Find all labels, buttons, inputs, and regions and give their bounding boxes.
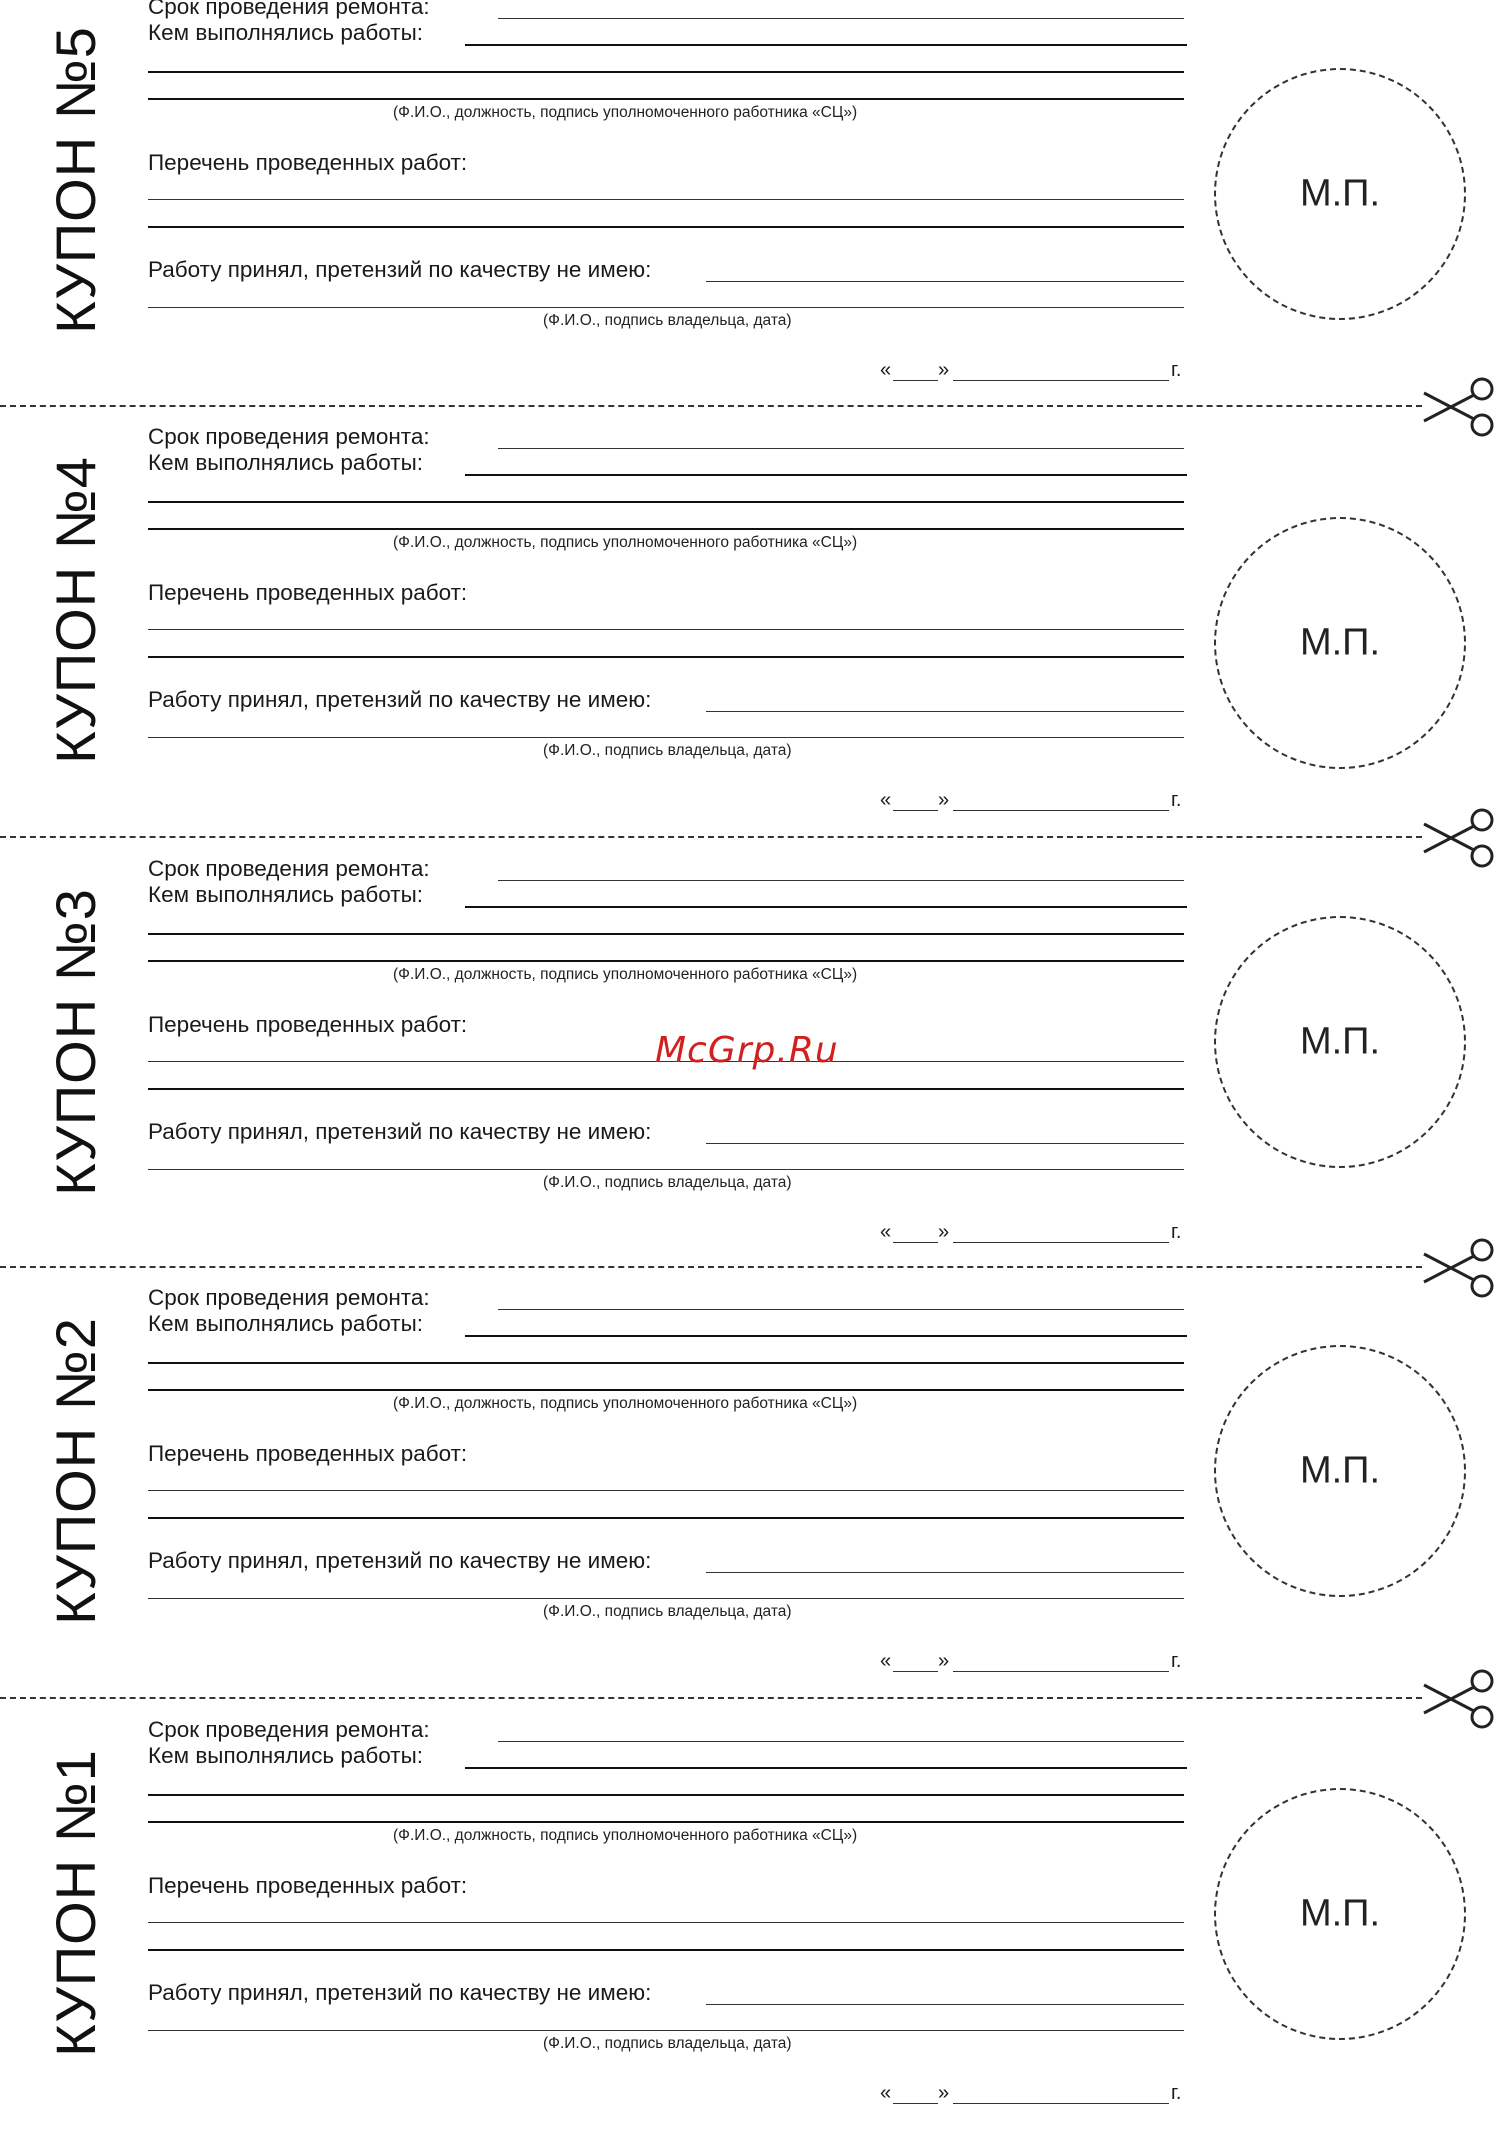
scissors-icon: [1418, 1667, 1498, 1731]
owner-signature-caption: (Ф.И.О., подпись владельца, дата): [543, 742, 792, 759]
date-year-suffix: г.: [1171, 1650, 1182, 1672]
worker-signature-caption: (Ф.И.О., должность, подпись уполномоченного работника «СЦ»): [393, 966, 858, 983]
coupon-title-area: [40, 1291, 112, 1651]
cut-line: [0, 1697, 1422, 1699]
cut-line: [0, 836, 1422, 838]
repair-term-field[interactable]: [498, 448, 1184, 449]
date-month-year-field[interactable]: [953, 2103, 1169, 2104]
performed-by-field-line-3[interactable]: [148, 960, 1184, 962]
works-list-field-line-2[interactable]: [148, 226, 1184, 228]
repair-term-field[interactable]: [498, 1741, 1184, 1742]
accepted-signature-field[interactable]: [706, 1143, 1184, 1144]
stamp-circle: [1214, 517, 1466, 769]
repair-term-field[interactable]: [498, 880, 1184, 881]
repair-coupon-1: [0, 1717, 1498, 2153]
performed-by-field-line-3[interactable]: [148, 1821, 1184, 1823]
date-close-quote: »: [938, 2082, 950, 2104]
date-year-suffix: г.: [1171, 359, 1182, 381]
worker-signature-caption: (Ф.И.О., должность, подпись уполномоченного работника «СЦ»): [393, 534, 858, 551]
stamp-circle: [1214, 916, 1466, 1168]
works-list-field-line-1[interactable]: [148, 629, 1184, 630]
repair-term-field[interactable]: [498, 18, 1184, 19]
worker-signature-caption: (Ф.И.О., должность, подпись уполномоченного работника «СЦ»): [393, 1827, 858, 1844]
performed-by-label: Кем выполнялись работы:: [148, 1311, 423, 1336]
stamp-circle: [1214, 68, 1466, 320]
works-list-field-line-2[interactable]: [148, 1088, 1184, 1090]
owner-signature-caption: (Ф.И.О., подпись владельца, дата): [543, 1603, 792, 1620]
accepted-label: Работу принял, претензий по качеству не имею:: [148, 1980, 652, 2005]
accepted-signature-field[interactable]: [706, 711, 1184, 712]
repair-coupon-2: [0, 1285, 1498, 1721]
coupon-title-area: [40, 1723, 112, 2083]
coupon-title-area: [40, 430, 112, 790]
owner-signature-caption: (Ф.И.О., подпись владельца, дата): [543, 312, 792, 329]
watermark-text: McGrp.Ru: [655, 1030, 839, 1071]
accepted-signature-field[interactable]: [706, 2004, 1184, 2005]
works-list-label: Перечень проведенных работ:: [148, 1012, 468, 1037]
date-close-quote: »: [938, 789, 950, 811]
owner-signature-field[interactable]: [148, 737, 1184, 738]
accepted-signature-field[interactable]: [706, 1572, 1184, 1573]
works-list-field-line-2[interactable]: [148, 1949, 1184, 1951]
repair-term-label: Срок проведения ремонта:: [148, 1717, 430, 1742]
date-month-year-field[interactable]: [953, 380, 1169, 381]
accepted-label: Работу принял, претензий по качеству не имею:: [148, 1119, 652, 1144]
works-list-label: Перечень проведенных работ:: [148, 1441, 468, 1466]
performed-by-label: Кем выполнялись работы:: [148, 882, 423, 907]
performed-by-label: Кем выполнялись работы:: [148, 20, 423, 45]
stamp-label: М.П.: [1299, 621, 1381, 664]
coupon-title: КУПОН №1: [44, 1749, 107, 2057]
scissors-icon: [1418, 806, 1498, 870]
performed-by-field[interactable]: [465, 1335, 1187, 1337]
repair-term-label: Срок проведения ремонта:: [148, 424, 430, 449]
date-day-field[interactable]: [893, 380, 938, 381]
repair-term-label: Срок проведения ремонта:: [148, 856, 430, 881]
owner-signature-caption: (Ф.И.О., подпись владельца, дата): [543, 2035, 792, 2052]
performed-by-field-line-2[interactable]: [148, 1362, 1184, 1364]
accepted-label: Работу принял, претензий по качеству не имею:: [148, 687, 652, 712]
repair-coupon-4: [0, 424, 1498, 860]
performed-by-label: Кем выполнялись работы:: [148, 1743, 423, 1768]
stamp-label: М.П.: [1299, 1892, 1381, 1935]
accepted-label: Работу принял, претензий по качеству не имею:: [148, 1548, 652, 1573]
performed-by-field-line-2[interactable]: [148, 933, 1184, 935]
performed-by-field-line-2[interactable]: [148, 1794, 1184, 1796]
stamp-circle: [1214, 1345, 1466, 1597]
date-month-year-field[interactable]: [953, 810, 1169, 811]
date-day-field[interactable]: [893, 810, 938, 811]
performed-by-field[interactable]: [465, 474, 1187, 476]
performed-by-field-line-3[interactable]: [148, 98, 1184, 100]
date-open-quote: «: [880, 789, 892, 811]
performed-by-field-line-2[interactable]: [148, 501, 1184, 503]
worker-signature-caption: (Ф.И.О., должность, подпись уполномоченного работника «СЦ»): [393, 104, 858, 121]
works-list-field-line-1[interactable]: [148, 1922, 1184, 1923]
performed-by-field[interactable]: [465, 1767, 1187, 1769]
date-year-suffix: г.: [1171, 2082, 1182, 2104]
repair-term-label: Срок проведения ремонта:: [148, 1285, 430, 1310]
accepted-signature-field[interactable]: [706, 281, 1184, 282]
works-list-label: Перечень проведенных работ:: [148, 150, 468, 175]
stamp-label: М.П.: [1299, 1020, 1381, 1063]
coupon-title: КУПОН №4: [44, 456, 107, 764]
date-close-quote: »: [938, 1221, 950, 1243]
coupon-title: КУПОН №3: [44, 888, 107, 1196]
date-year-suffix: г.: [1171, 1221, 1182, 1243]
date-open-quote: «: [880, 1650, 892, 1672]
date-open-quote: «: [880, 359, 892, 381]
coupon-title: КУПОН №2: [44, 1317, 107, 1625]
performed-by-field-line-3[interactable]: [148, 1389, 1184, 1391]
date-open-quote: «: [880, 2082, 892, 2104]
date-day-field[interactable]: [893, 1242, 938, 1243]
works-list-field-line-2[interactable]: [148, 1517, 1184, 1519]
cut-line: [0, 1266, 1422, 1268]
works-list-label: Перечень проведенных работ:: [148, 1873, 468, 1898]
performed-by-field[interactable]: [465, 44, 1187, 46]
works-list-field-line-1[interactable]: [148, 1490, 1184, 1491]
date-close-quote: »: [938, 359, 950, 381]
owner-signature-caption: (Ф.И.О., подпись владельца, дата): [543, 1174, 792, 1191]
performed-by-label: Кем выполнялись работы:: [148, 450, 423, 475]
performed-by-field[interactable]: [465, 906, 1187, 908]
date-month-year-field[interactable]: [953, 1671, 1169, 1672]
owner-signature-field[interactable]: [148, 1169, 1184, 1170]
repair-term-field[interactable]: [498, 1309, 1184, 1310]
scissors-icon: [1418, 375, 1498, 439]
repair-term-label: Срок проведения ремонта:: [148, 0, 430, 19]
date-month-year-field[interactable]: [953, 1242, 1169, 1243]
works-list-field-line-2[interactable]: [148, 656, 1184, 658]
cut-line: [0, 405, 1422, 407]
performed-by-field-line-3[interactable]: [148, 528, 1184, 530]
owner-signature-field[interactable]: [148, 1598, 1184, 1599]
worker-signature-caption: (Ф.И.О., должность, подпись уполномоченного работника «СЦ»): [393, 1395, 858, 1412]
repair-coupon-3: [0, 856, 1498, 1292]
works-list-field-line-1[interactable]: [148, 199, 1184, 200]
stamp-label: М.П.: [1299, 1449, 1381, 1492]
date-day-field[interactable]: [893, 2103, 938, 2104]
date-day-field[interactable]: [893, 1671, 938, 1672]
stamp-label: М.П.: [1299, 172, 1381, 215]
coupon-title-area: [40, 0, 112, 360]
stamp-circle: [1214, 1788, 1466, 2040]
coupon-title: КУПОН №5: [44, 26, 107, 334]
accepted-label: Работу принял, претензий по качеству не имею:: [148, 257, 652, 282]
owner-signature-field[interactable]: [148, 307, 1184, 308]
repair-coupon-5: [0, 0, 1498, 430]
coupon-title-area: [40, 862, 112, 1222]
scissors-icon: [1418, 1236, 1498, 1300]
performed-by-field-line-2[interactable]: [148, 71, 1184, 73]
works-list-label: Перечень проведенных работ:: [148, 580, 468, 605]
date-year-suffix: г.: [1171, 789, 1182, 811]
date-open-quote: «: [880, 1221, 892, 1243]
owner-signature-field[interactable]: [148, 2030, 1184, 2031]
date-close-quote: »: [938, 1650, 950, 1672]
